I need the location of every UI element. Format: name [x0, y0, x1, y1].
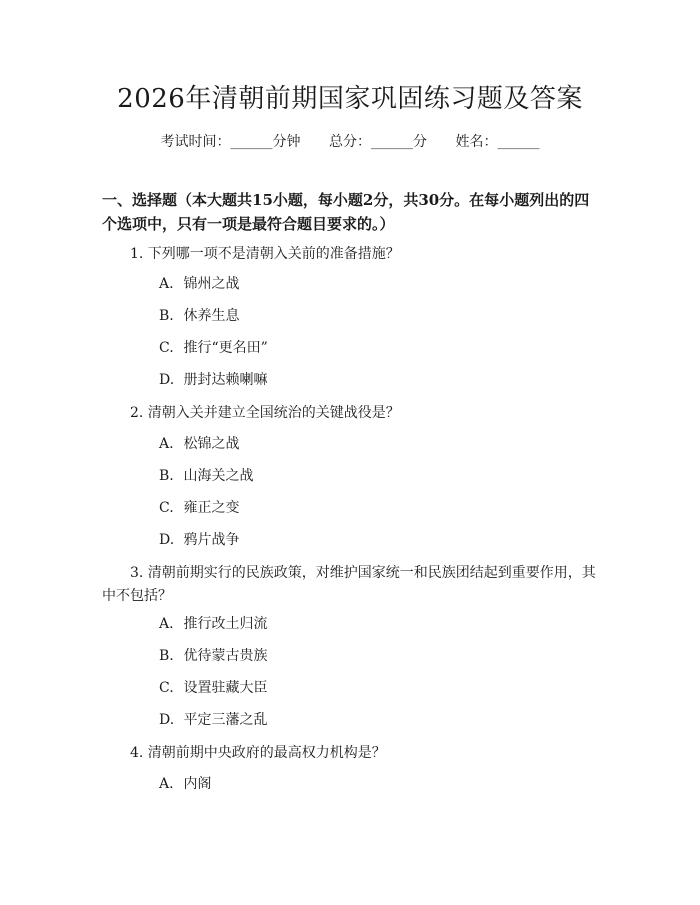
question-1-option-b: [159, 306, 239, 326]
question-4-option-a: [159, 774, 211, 794]
question-2-option-c: [159, 498, 239, 518]
question-1-option-a: [159, 274, 239, 294]
option-letter: D.: [159, 372, 175, 388]
option-letter: A.: [159, 276, 174, 292]
total-score-field: 总分：______分: [329, 134, 427, 150]
question-2: 2. 清朝入关并建立全国统治的关键战役是？: [130, 405, 400, 421]
option-text: 松锦之战: [183, 436, 240, 452]
question-1-option-d: [159, 370, 267, 390]
option-text: 优待蒙古贵族: [183, 648, 268, 664]
option-letter: A.: [159, 616, 174, 632]
option-text: 推行“更名田”: [183, 340, 268, 356]
option-text: 雍正之变: [183, 500, 240, 516]
option-text: 内阁: [183, 776, 212, 792]
question-3: 3. 清朝前期实行的民族政策，对维护国家统一和民族团结起到重要作用，其中不包括？: [102, 565, 596, 604]
option-text: 册封达赖喇嘛: [183, 372, 268, 388]
option-letter: A.: [159, 436, 174, 452]
option-text: 山海关之战: [183, 468, 254, 484]
exam-meta: [0, 131, 700, 151]
option-letter: C.: [159, 680, 174, 696]
option-letter: B.: [159, 648, 174, 664]
option-text: 推行改土归流: [183, 616, 268, 632]
section-heading: 一、选择题（本大题共15小题，每小题2分，共30分。在每小题列出的四个选项中，只有一项是最符合题目要求的。）: [102, 191, 590, 233]
option-letter: A.: [159, 776, 174, 792]
question-1: 1. 下列哪一项不是清朝入关前的准备措施？: [130, 246, 400, 262]
option-letter: D.: [159, 712, 175, 728]
option-letter: C.: [159, 500, 174, 516]
option-text: 鸦片战争: [183, 532, 240, 548]
option-letter: B.: [159, 308, 174, 324]
question-4: 4. 清朝前期中央政府的最高权力机构是？: [130, 745, 386, 761]
option-text: 平定三藩之乱: [183, 712, 268, 728]
option-text: 锦州之战: [183, 276, 240, 292]
question-3-option-c: [159, 678, 267, 698]
question-3-option-d: [159, 710, 267, 730]
student-name-field: 姓名：______: [455, 134, 540, 150]
question-3-option-a: [159, 614, 267, 634]
option-text: 休养生息: [183, 308, 240, 324]
option-letter: C.: [159, 340, 174, 356]
exam-time-field: 考试时间：______分钟: [160, 134, 301, 150]
question-2-option-d: [159, 530, 239, 550]
option-letter: D.: [159, 532, 175, 548]
page-title: 2026年清朝前期国家巩固练习题及答案: [117, 84, 583, 114]
question-1-option-c: [159, 338, 268, 358]
question-2-option-a: [159, 434, 239, 454]
question-3-option-b: [159, 646, 267, 666]
question-2-option-b: [159, 466, 253, 486]
option-text: 设置驻藏大臣: [183, 680, 268, 696]
option-letter: B.: [159, 468, 174, 484]
